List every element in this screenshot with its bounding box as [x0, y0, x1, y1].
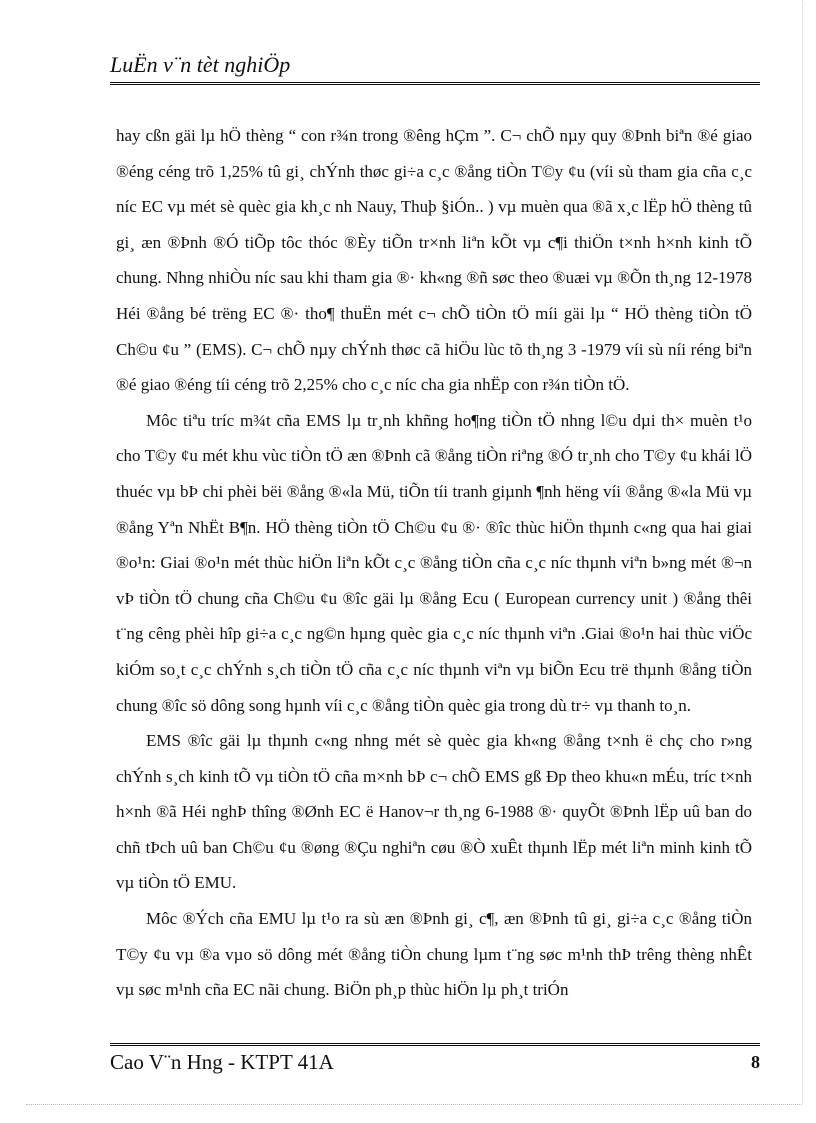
paragraph: Môc ®Ých cña EMU lµ t¹o ra sù æn ®Þnh gi¸ c¶, æn ®Þnh tû gi¸ gi÷a c¸c ®ång tiÒn T©y ¢u vµ ®a vµo sö dông mét ®ång tiÒn chung lµm t¨ng søc m¹nh thÞ trêng thèng nhÊt vµ søc m¹nh cña EC nãi chung. BiÖn ph¸p thùc hiÖn lµ ph¸t triÓn — [116, 909, 752, 1000]
paragraph: hay cßn gäi lµ hÖ thèng “ con r¾n trong ®êng hÇm ”. C¬ chÕ nµy quy ®Þnh biªn ®é giao ®éng céng trõ 1,25% tû gi¸ chÝnh thøc gi÷a c¸c ®ång tiÒn T©y ¢u (víi sù tham gia cña c¸c níc EC vµ mét sè quèc gia kh¸c nh Nauy, Thuþ §iÓn.. ) vµ muèn qua ®ã x¸c lËp hÖ thèng tû gi¸ æn ®Þnh ®Ó tiÕp tôc thóc ®Èy tiÕn tr×nh liªn kÕt vµ c¶i thiÖn t×nh h×nh kinh tÕ chung. Nhng nhiÒu níc sau khi tham gia ®· kh«ng ®ñ søc theo ®uæi vµ ®Õn th¸ng 12-1978 Héi ®ång bé trëng EC ®· tho¶ thuËn mét c¬ chÕ tiÒn tÖ míi gäi lµ “ HÖ thèng tiÒn tÖ Ch©u ¢u ” (EMS). C¬ chÕ nµy chÝnh thøc cã hiÖu lùc tõ th¸ng 3 -1979 víi sù níi réng biªn ®é giao ®éng tíi céng trõ 2,25% cho c¸c níc cha gia nhËp con r¾n tiÒn tÖ. — [116, 126, 752, 395]
footer-author: Cao V¨n Hng - KTPT 41A — [110, 1050, 334, 1074]
page-number: 8 — [751, 1052, 760, 1072]
page-edge-guide — [26, 1104, 802, 1105]
running-footer — [110, 1043, 760, 1076]
paragraph: EMS ®îc gäi lµ thµnh c«ng nhng mét sè quèc gia kh«ng ®ång t×nh ë chç cho r»ng chÝnh s¸ch kinh tÕ vµ tiÒn tÖ cña m×nh bÞ c¬ chÕ EMS gß Ðp theo khu«n mÉu, tríc t×nh h×nh ®ã Héi nghÞ thîng ®Ønh EC ë Hanov¬r th¸ng 6-1988 ®· quyÕt ®Þnh lËp uû ban do chñ tÞch uû ban Ch©u ¢u ®øng ®Çu nghiªn cøu ®Ò xuÊt thµnh lËp mét liªn minh kinh tÕ vµ tiÒn tÖ EMU. — [116, 731, 752, 893]
body-text — [116, 118, 752, 1008]
paragraph: Môc tiªu tríc m¾t cña EMS lµ tr¸nh khñng ho¶ng tiÒn tÖ nhng l©u dµi th× muèn t¹o cho T©y ¢u mét khu vùc tiÒn tÖ æn ®Þnh cã ®ång tiÒn riªng ®Ó tr¸nh cho T©y ¢u khái lÖ thuéc vµ bÞ chi phèi bëi ®ång ®«la Mü, tiÕn tíi tranh giµnh ¶nh hëng víi ®ång ®«la Mü vµ ®ång Yªn NhËt B¶n. HÖ thèng tiÒn tÖ Ch©u ¢u ®· ®îc thùc hiÖn thµnh c«ng qua hai giai ®o¹n: Giai ®o¹n mét thùc hiÖn liªn kÕt c¸c ®ång tiÒn cña c¸c níc thµnh viªn b»ng mét ®¬n vÞ tiÒn tÖ chung cña Ch©u ¢u ®îc gäi lµ ®ång Ecu ( European currency unit ) ®ång thêi t¨ng cêng phèi hîp gi÷a c¸c ng©n hµng quèc gia c¸c níc thµnh viªn .Giai ®o¹n hai thùc viÖc kiÓm so¸t c¸c chÝnh s¸ch tiÒn tÖ cña c¸c níc thµnh viªn vµ biÕn Ecu trë thµnh ®ång tiÒn chung ®îc sö dông song hµnh víi c¸c ®ång tiÒn quèc gia trong dù tr÷ vµ thanh to¸n. — [116, 410, 752, 715]
page-edge-guide-vertical — [802, 0, 803, 1104]
running-header — [110, 52, 760, 85]
header-title: LuËn v¨n tèt nghiÖp — [110, 52, 291, 77]
